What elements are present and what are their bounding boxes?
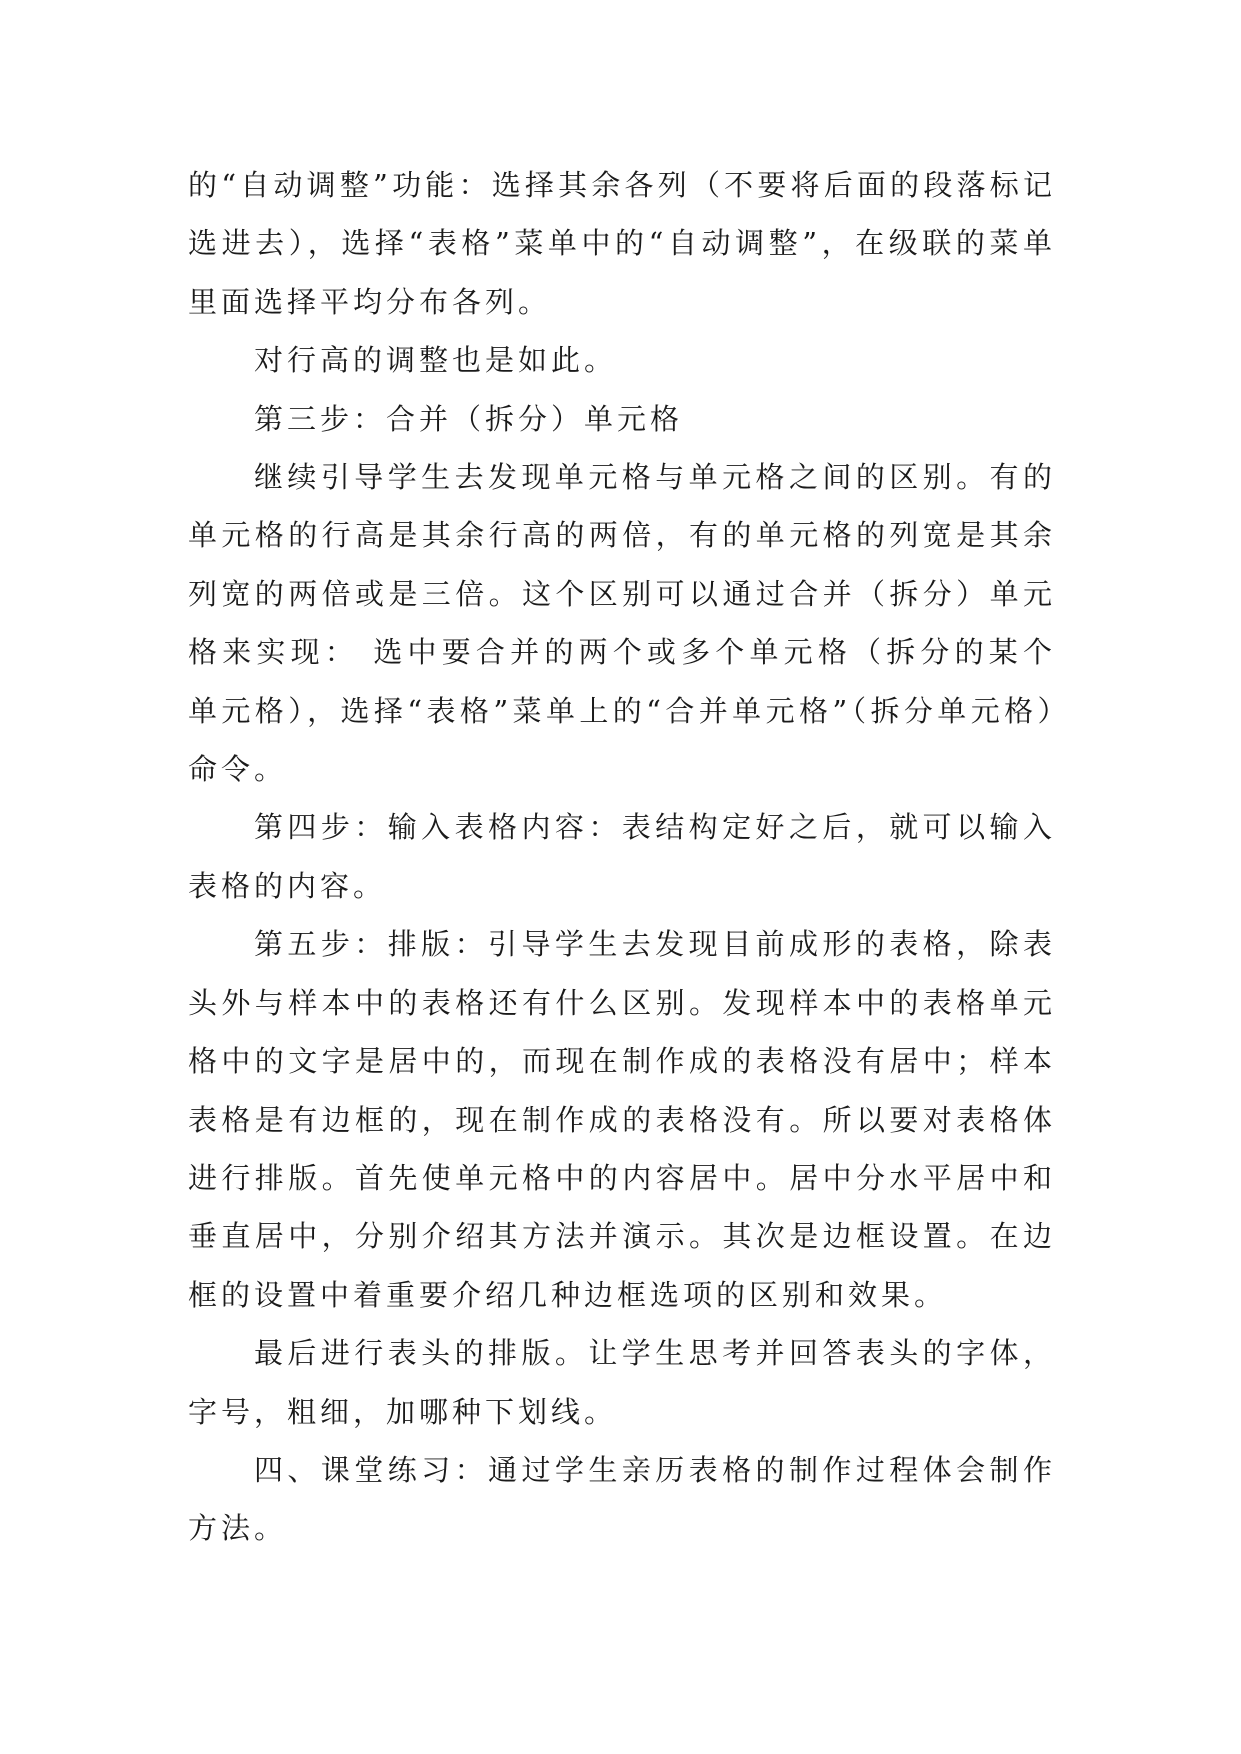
- paragraph-header-layout: 最后进行表头的排版。让学生思考并回答表头的字体，字号，粗细，加哪种下划线。: [188, 1336, 1056, 1429]
- paragraph-auto-adjust: 的“自动调整”功能：选择其余各列（不要将后面的段落标记选进去），选择“表格”菜单中的“自动调整”，在级联的菜单里面选择平均分布各列。: [188, 168, 1056, 319]
- paragraph-class-practice: 四、课堂练习：通过学生亲历表格的制作过程体会制作方法。: [188, 1452, 1056, 1546]
- paragraph-step-five: 第五步：排版：引导学生去发现目前成形的表格，除表头外与样本中的表格还有什么区别。发现样本中的表格单元格中的文字是居中的，而现在制作成的表格没有居中；样本表格是有边框的，现在制作成的表格没有。所以要对表格体进行排版。首先使单元格中的内容居中。居中分水平居中和垂直居中，分别介绍其方法并演示。其次是边框设置。在边框的设置中着重要介绍几种边框选项的区别和效果。: [188, 927, 1056, 1312]
- paragraph-step-three-heading: 第三步：合并（拆分）单元格: [254, 401, 684, 436]
- document-body: [188, 156, 1056, 1558]
- paragraph-merge-cells: 继续引导学生去发现单元格与单元格之间的区别。有的单元格的行高是其余行高的两倍，有的单元格的列宽是其余列宽的两倍或是三倍。这个区别可以通过合并（拆分）单元格来实现： 选中要合并的两个或多个单元格（拆分的某个单元格），选择“表格”菜单上的“合并单元格”（拆分单元格）命令。: [188, 460, 1056, 787]
- paragraph-row-height: 对行高的调整也是如此。: [254, 343, 618, 378]
- paragraph-step-four: 第四步：输入表格内容：表结构定好之后，就可以输入表格的内容。: [188, 810, 1056, 903]
